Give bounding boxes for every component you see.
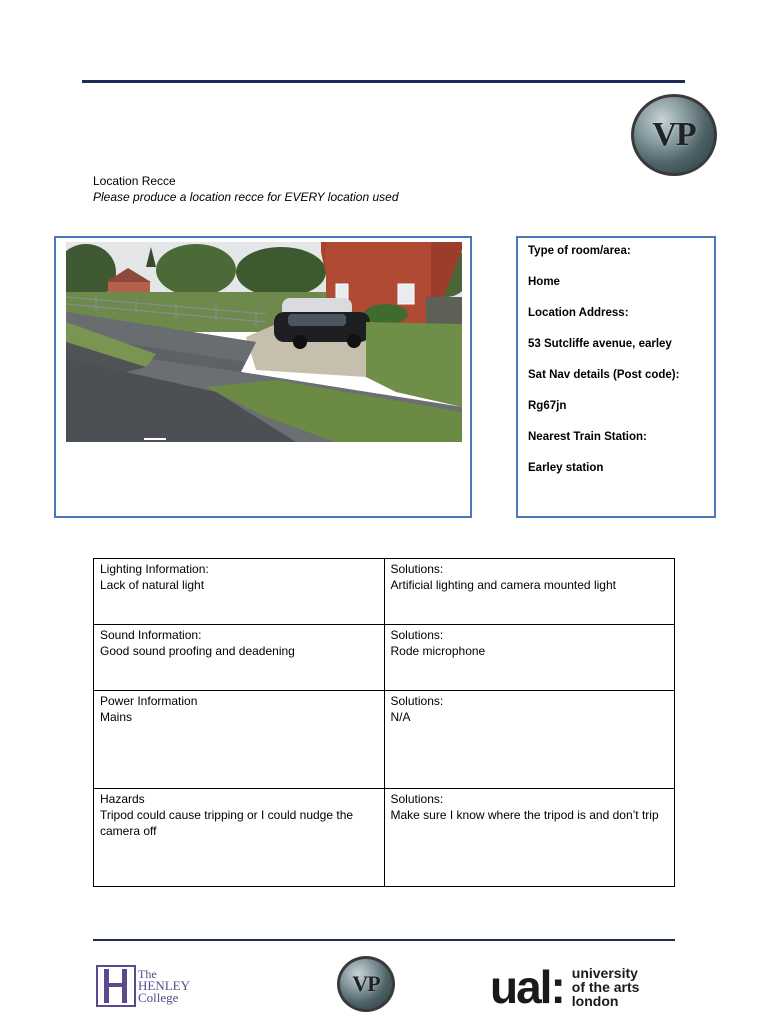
footer-rule [93,939,675,941]
sound-cell [94,625,385,691]
street-view-image [66,242,462,442]
ual-logo [490,962,680,1012]
henley-college: College [138,990,179,1005]
ual-line-3: london [571,993,619,1009]
table-row [94,559,675,625]
cell-label: Lighting Information: [100,562,209,576]
location-photo [66,242,462,442]
cell-value: Artificial lighting and camera mounted light [390,578,616,592]
vp-footer-logo-text: VP [352,971,380,996]
address-value: 53 Sutcliffe avenue, earley [528,338,672,350]
page-title: Location Recce [93,174,176,188]
ual-line-1: university [571,965,638,981]
satnav-value: Rg67jn [528,400,567,412]
hazards-solution-cell [384,789,675,887]
room-type-label: Type of room/area: [528,245,631,257]
address-label: Location Address: [528,307,629,319]
henley-the: The [138,967,157,981]
page-heading [93,173,399,205]
cell-value: Rode microphone [390,644,486,658]
cell-value: Lack of natural light [100,578,205,592]
room-type-value: Home [528,276,560,288]
cell-label: Solutions: [390,562,444,576]
lighting-solution-cell [384,559,675,625]
lighting-cell [94,559,385,625]
vp-logo-text: VP [652,116,696,153]
location-info-box [516,236,716,518]
ual-wordmark: ual: [490,961,564,1013]
cell-label: Sound Information: [100,628,202,642]
hazards-cell [94,789,385,887]
cell-value: Good sound proofing and deadening [100,644,295,658]
location-photo-box [54,236,472,518]
cell-value: Tripod could cause tripping or I could nudge the camera off [100,808,354,838]
henley-college-logo [96,964,206,1008]
cell-label: Solutions: [390,694,444,708]
cell-label: Hazards [100,792,145,806]
cell-label: Solutions: [390,792,444,806]
power-cell [94,691,385,789]
table-row [94,625,675,691]
henley-name: HENLEY [138,978,190,993]
sound-solution-cell [384,625,675,691]
station-value: Earley station [528,462,604,474]
henley-wordmark [138,968,190,1004]
cell-value: N/A [390,710,411,724]
header-rule [82,80,685,83]
table-row [94,691,675,789]
ual-line-2: of the arts [571,979,640,995]
cell-value: Mains [100,710,133,724]
ual-subtitle [572,966,640,1008]
station-label: Nearest Train Station: [528,431,647,443]
satnav-label: Sat Nav details (Post code): [528,369,680,381]
vp-footer-logo [337,956,395,1012]
cell-label: Solutions: [390,628,444,642]
vp-logo [631,94,717,176]
power-solution-cell [384,691,675,789]
henley-crest-icon [96,965,136,1007]
page-instruction: Please produce a location recce for EVERY location used [93,190,399,204]
table-row [94,789,675,887]
recce-table [93,558,675,887]
cell-value: Make sure I know where the tripod is and don’t trip [390,808,659,822]
cell-label: Power Information [100,694,198,708]
